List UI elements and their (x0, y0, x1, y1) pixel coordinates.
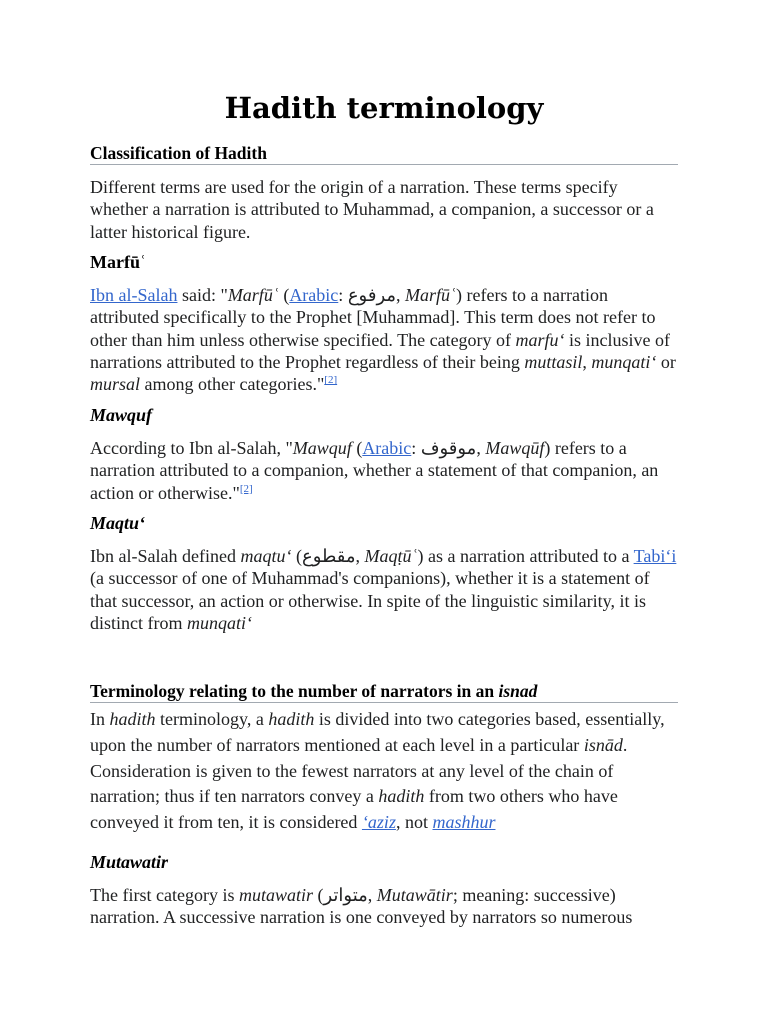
page-title: Hadith terminology (224, 91, 544, 125)
subheading-maqtu: Maqtu‘ (90, 513, 146, 533)
subheading-mutawatir: Mutawatir (90, 852, 169, 872)
paragraph-maqtu: Ibn al-Salah defined maqtu‘ (مقطوع, Maqṭūʿ) as a narration attributed to a Tabi‘i (a successor of one of Muhammad's companions), whether it is a statement of that successor, an action or otherwise. In spite of the linguistic similarity, it is distinct from munqati‘ (90, 546, 677, 633)
subheading-mawquf: Mawquf (90, 405, 153, 425)
paragraph-mutawatir: The first category is mutawatir (متواتر, Mutawātir; meaning: successive) narration. A successive narration is one conveyed by narrators so numerous (90, 885, 633, 928)
reference-link[interactable]: [2] (239, 482, 253, 495)
subheading-marfu: Marfūʿ (90, 252, 146, 272)
section-heading-narrators: Terminology relating to the number of narrators in an isnad (90, 680, 678, 703)
paragraph-narrators: In hadith terminology, a hadith is divided into two categories based, essentially, upon the number of narrators mentioned at each level in a particular isnād. Consideration is given to the fewest narrators at any level of the chain of narration; thus if ten narrators convey a hadith from two others who have conveyed it from ten, it is considered ‘aziz, not mashhur (90, 709, 665, 833)
link-ibn-al-salah[interactable]: Ibn al-Salah (90, 285, 178, 305)
section-heading-classification: Classification of Hadith (90, 142, 678, 165)
paragraph-mawquf: According to Ibn al-Salah, "Mawquf (Arabic: موقوف, Mawqūf) refers to a narration attributed to a companion, whether a statement of that companion, an action or otherwise."[2] (90, 438, 659, 503)
link-tabii[interactable]: Tabi‘i (633, 546, 677, 566)
link-arabic[interactable]: Arabic (362, 438, 412, 458)
link-aziz[interactable]: ‘aziz (361, 812, 396, 833)
link-arabic[interactable]: Arabic (289, 285, 339, 305)
link-mashhur[interactable]: mashhur (432, 812, 496, 833)
paragraph-marfu: Ibn al-Salah said: "Marfūʿ (Arabic: مرفوع, Marfūʿ) refers to a narration attributed specifically to the Prophet [Muhammad]. This term does not refer to other than him unless otherwise specified. The category of marfu‘ is inclusive of narrations attributed to the Prophet regardless of their being muttasil, munqati‘ or mursal among other categories."[2] (90, 285, 676, 395)
reference-link[interactable]: [2] (324, 374, 338, 387)
paragraph-intro: Different terms are used for the origin of a narration. These terms specify whether a narration is attributed to Muhammad, a companion, a successor or a latter historical figure. (90, 177, 654, 242)
